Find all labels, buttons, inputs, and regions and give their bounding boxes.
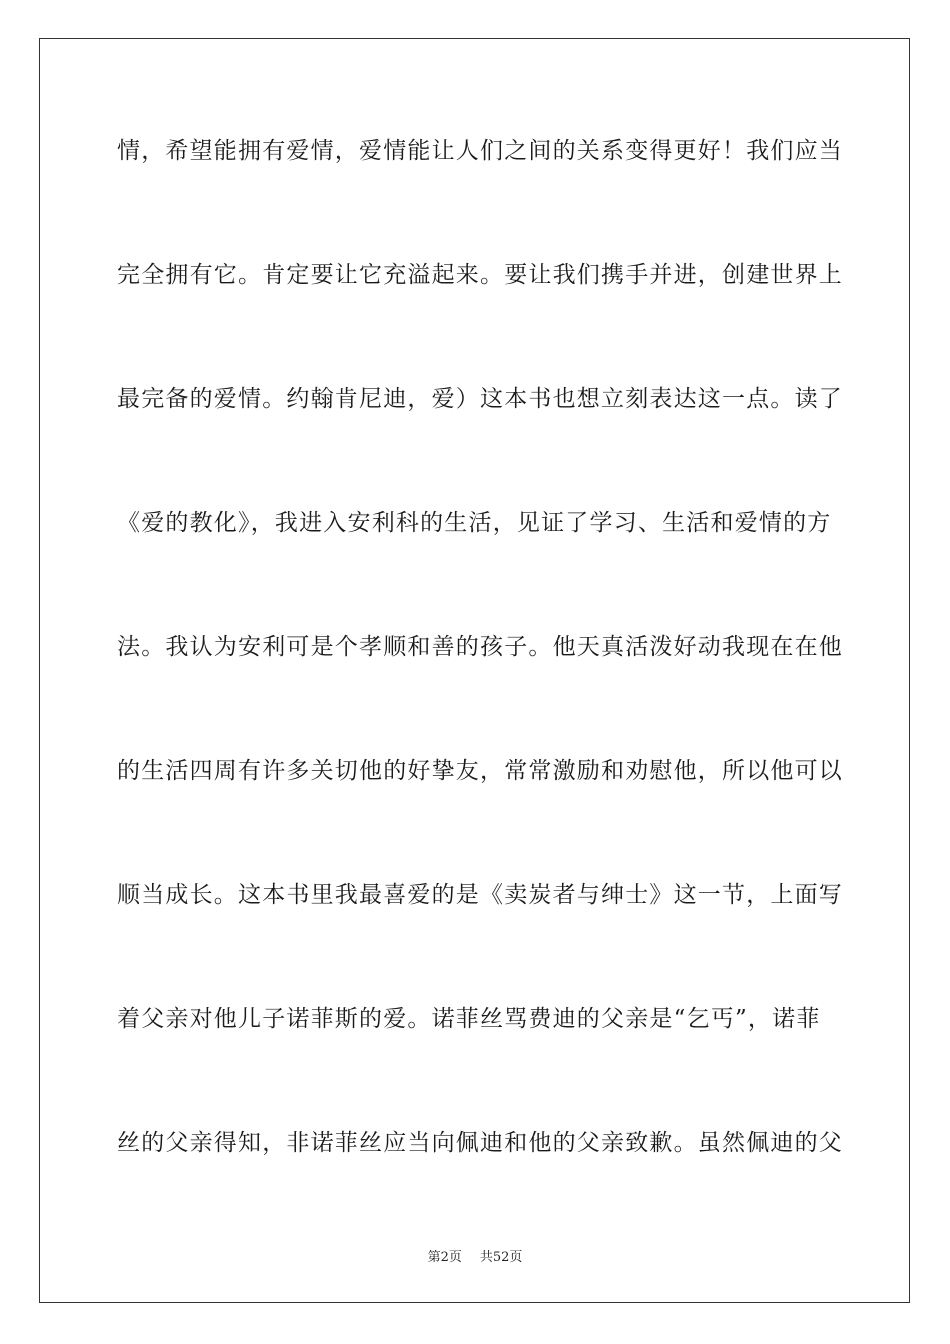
page-footer	[0, 1246, 950, 1265]
page-border	[39, 38, 910, 1303]
text-line: 法。我认为安利可是个孝顺和善的孩子。他天真活泼好动我现在在他	[117, 634, 843, 660]
page-number: 第2页	[427, 1250, 462, 1265]
text-line: 情，希望能拥有爱情，爱情能让人们之间的关系变得更好！我们应当	[117, 138, 843, 164]
text-line: 着父亲对他儿子诺菲斯的爱。诺菲丝骂费迪的父亲是“乞丐”，诺菲	[117, 1006, 821, 1032]
text-line: 丝的父亲得知，非诺菲丝应当向佩迪和他的父亲致歉。虽然佩迪的父	[117, 1130, 843, 1156]
text-line: 《爱的教化》，我进入安利科的生活，见证了学习、生活和爱情的方	[117, 510, 832, 536]
text-line: 的生活四周有许多关切他的好挚友，常常激励和劝慰他，所以他可以	[117, 758, 843, 784]
text-line: 完全拥有它。肯定要让它充溢起来。要让我们携手并进，创建世界上	[117, 262, 843, 288]
text-line: 最完备的爱情。约翰肯尼迪，爱）这本书也想立刻表达这一点。读了	[117, 386, 843, 412]
total-pages: 共52页	[479, 1250, 523, 1265]
text-line: 顺当成长。这本书里我最喜爱的是《卖炭者与绅士》这一节，上面写	[117, 882, 843, 908]
